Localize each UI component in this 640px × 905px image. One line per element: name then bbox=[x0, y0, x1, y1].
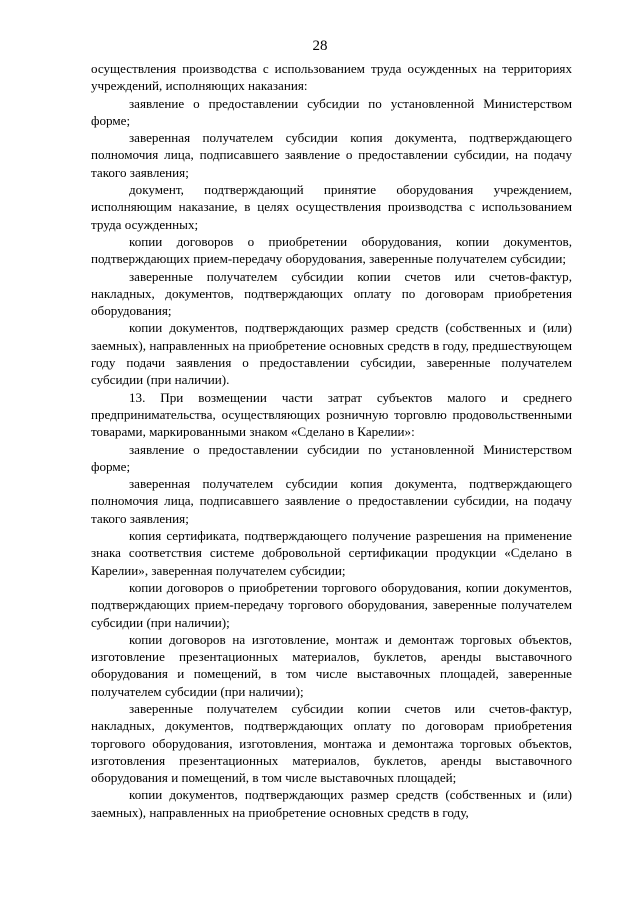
paragraph: копии договоров о приобретении оборудования, копии документов, подтверждающих прием-передачу оборудования, заверенные получателем субсидии; bbox=[91, 233, 572, 267]
paragraph: копия сертификата, подтверждающего получение разрешения на применение знака соответствия системе добровольной сертификации продукции «Сделано в Карелии», заверенная получателем субсидии; bbox=[91, 528, 572, 578]
paragraph: осуществления производства с использованием труда осужденных на территориях учреждений, исполняющих наказания: bbox=[91, 61, 572, 94]
paragraph: заявление о предоставлении субсидии по установленной Министерством форме; bbox=[91, 95, 572, 128]
page-number: 28 bbox=[312, 38, 328, 54]
paragraph: копии договоров о приобретении торгового оборудования, копии документов, подтверждающих прием-передачу торгового оборудования, заверенные получателем субсидии (при наличии); bbox=[91, 579, 572, 630]
paragraph: заверенные получателем субсидии копии счетов или счетов-фактур, накладных, документов, подтверждающих оплату по договорам приобретения оборудования; bbox=[91, 268, 572, 319]
paragraph: заверенная получателем субсидии копия документа, подтверждающего полномочия лица, подписавшего заявление о предоставлении субсидии, на подачу такого заявления; bbox=[91, 476, 572, 526]
paragraph: заявление о предоставлении субсидии по установленной Министерством форме; bbox=[91, 441, 572, 474]
paragraph: копии документов, подтверждающих размер средств (собственных и (или) заемных), направленных на приобретение основных средств в году, предшествующем году подачи заявления о предоставлении субсидии, заверенные получателем субсидии (при наличии). bbox=[91, 320, 572, 388]
paragraph: документ, подтверждающий принятие оборудования учреждением, исполняющим наказание, в целях осуществления производства с использованием труда осужденных; bbox=[91, 182, 572, 232]
paragraph: заверенные получателем субсидии копии счетов или счетов-фактур, накладных, документов, подтверждающих оплату по договорам приобретения торгового оборудования, изготовления, монтажа и демонтажа торговых объектов, изготовления презентационных материалов, буклетов, аренды выставочного оборудования и помещений, в том числе выставочных площадей; bbox=[91, 700, 572, 786]
paragraph: заверенная получателем субсидии копия документа, подтверждающего полномочия лица, подписавшего заявление о предоставлении субсидии, на подачу такого заявления; bbox=[91, 130, 572, 180]
paragraph: копии договоров на изготовление, монтаж и демонтаж торговых объектов, изготовление презентационных материалов, буклетов, аренды выставочного оборудования и помещений, в том числе выставочных площадей, заверенные получателем субсидии (при наличии); bbox=[91, 631, 572, 699]
paragraph: копии документов, подтверждающих размер средств (собственных и (или) заемных), направленных на приобретение основных средств в году, bbox=[91, 787, 572, 820]
document-body bbox=[91, 60, 572, 821]
section-13-paragraph: 13. При возмещении части затрат субъектов малого и среднего предпринимательства, осуществляющих розничную торговлю продовольственными товарами, маркированными знаком «Сделано в Карелии»: bbox=[91, 389, 572, 440]
